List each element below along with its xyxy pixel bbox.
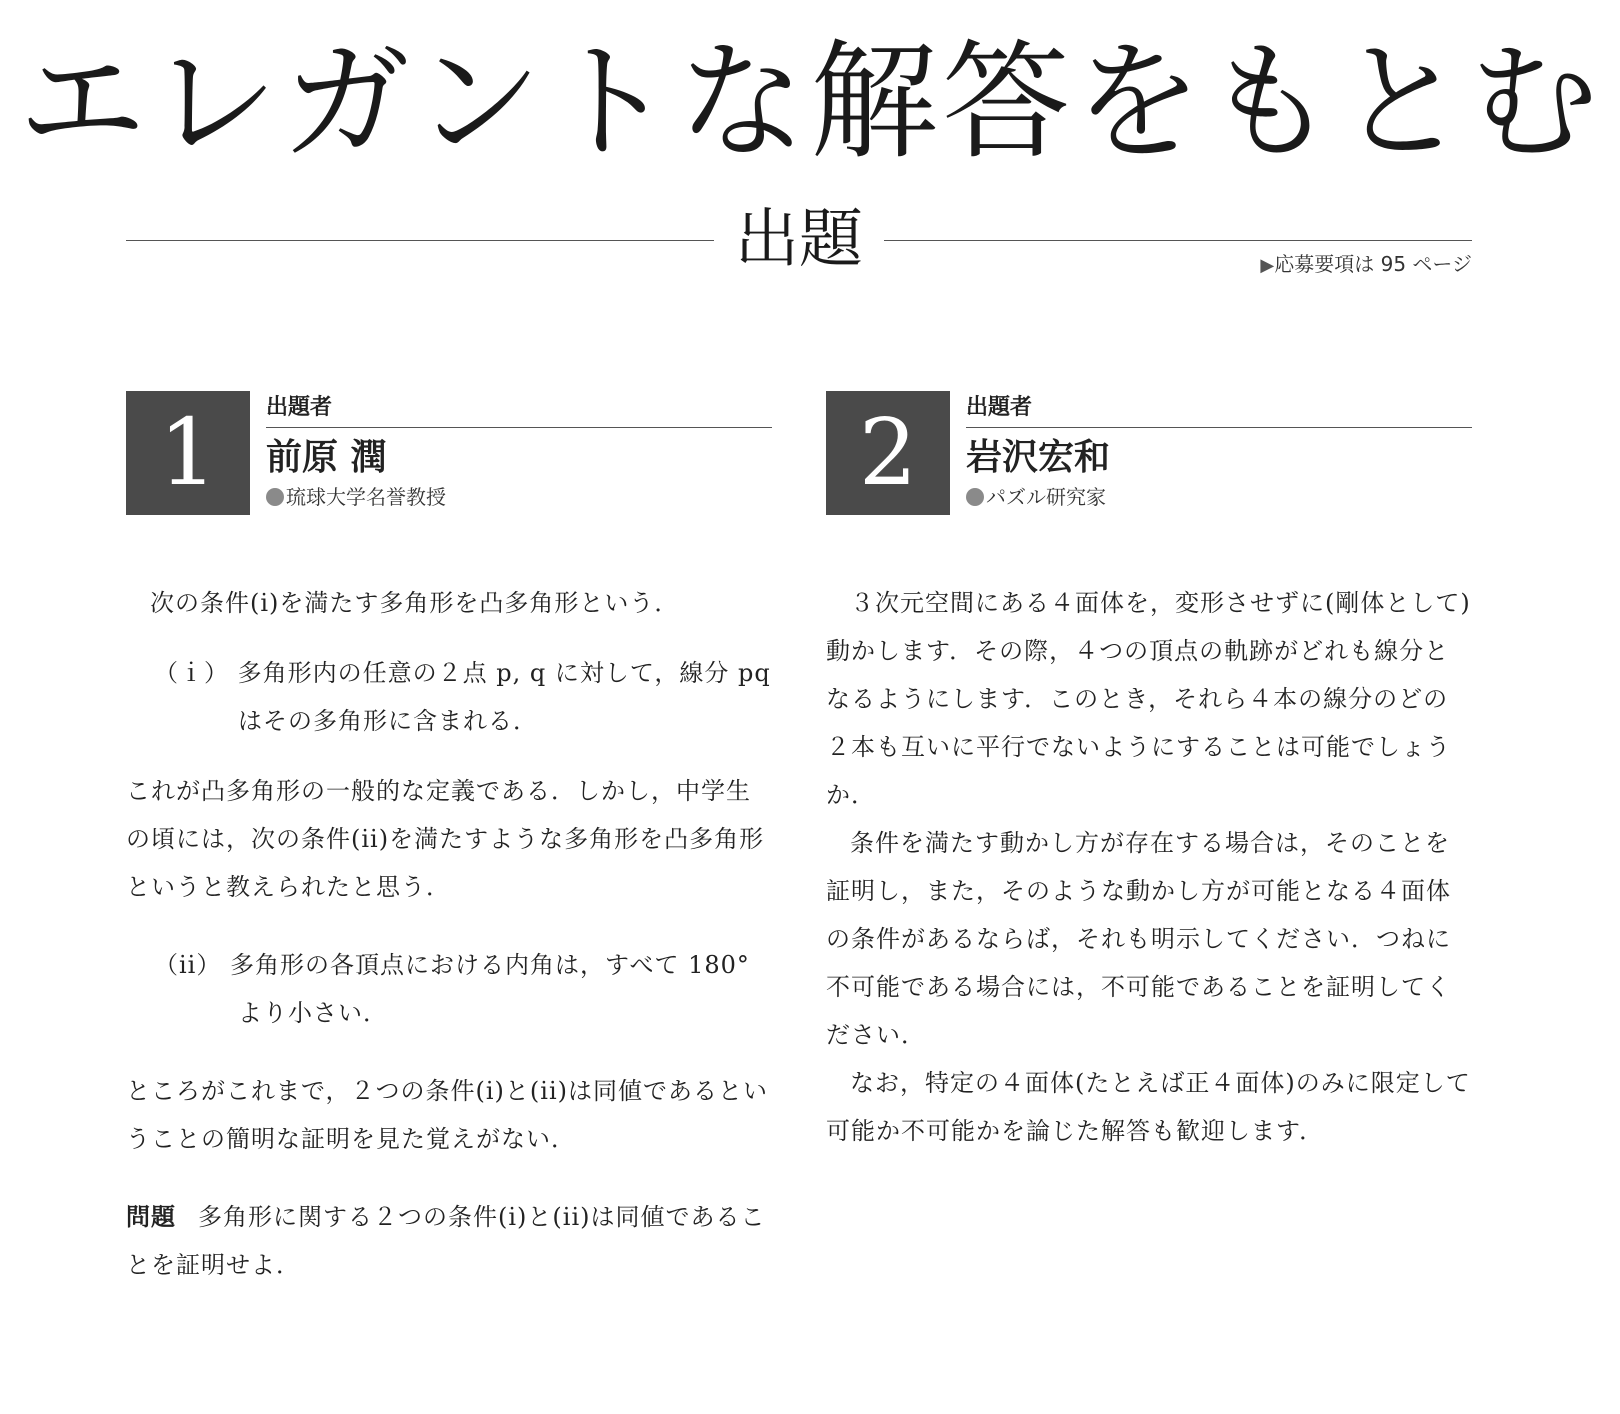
problem-body — [826, 579, 1472, 1155]
paragraph: これが凸多角形の一般的な定義である．しかし，中学生の頃には，次の条件(ii)を満たすような多角形を凸多角形というと教えられたと思う． — [126, 777, 765, 901]
author-affiliation — [966, 483, 1106, 511]
title-rule-left — [126, 240, 714, 241]
affiliation-text: パズル研究家 — [986, 485, 1106, 509]
author-rule — [966, 427, 1472, 428]
problem-statement — [126, 1193, 772, 1289]
problem-number-badge: 1 — [126, 391, 250, 515]
author-label: 出題者 — [266, 395, 333, 420]
author-affiliation — [266, 483, 446, 511]
paragraph: なお，特定の４面体(たとえば正４面体)のみに限定して可能か不可能かを論じた解答も歓迎します． — [826, 1069, 1471, 1145]
bullet-dot-icon — [966, 488, 984, 506]
problem-number-badge: 2 — [826, 391, 950, 515]
condition-ii: （ii） 多角形の各頂点における内角は，すべて 180° より小さい． — [154, 951, 750, 1027]
paragraph: 次の条件(i)を満たす多角形を凸多角形という． — [150, 589, 680, 617]
apply-note-link[interactable] — [1260, 250, 1472, 280]
play-arrow-icon: ▶ — [1260, 255, 1275, 276]
condition-i: （ｉ） 多角形内の任意の２点 p, q に対して，線分 pq はその多角形に含まれる． — [154, 659, 771, 735]
problem-body — [126, 579, 772, 1289]
main-title: エレガントな解答をもとむ — [17, 28, 1602, 177]
paragraph: ところがこれまで，２つの条件(i)と(ii)は同値であるということの簡明な証明を見た覚えがない． — [126, 1077, 768, 1153]
author-name: 前原 潤 — [266, 437, 387, 478]
bullet-dot-icon — [266, 488, 284, 506]
paragraph: 条件を満たす動かし方が存在する場合は，そのことを証明し，また，そのような動かし方が可能となる４面体の条件があるならば，それも明示してください．つねに不可能である場合には，不可能であることを証明してください． — [826, 829, 1451, 1049]
problem-label: 問題 — [126, 1203, 176, 1231]
author-label: 出題者 — [966, 395, 1033, 420]
apply-note-text: 応募要項は 95 ページ — [1274, 252, 1472, 276]
author-rule — [266, 427, 772, 428]
section-title: 出題 — [735, 203, 863, 277]
title-rule-right — [884, 240, 1472, 241]
author-name: 岩沢宏和 — [966, 437, 1111, 478]
affiliation-text: 琉球大学名誉教授 — [286, 485, 446, 509]
paragraph: ３次元空間にある４面体を，変形させずに(剛体として)動かします．その際，４つの頂点の軌跡がどれも線分となるようにします．このとき，それら４本の線分のどの２本も互いに平行でないようにすることは可能でしょうか． — [826, 589, 1471, 809]
problem-text: 多角形に関する２つの条件(i)と(ii)は同値であることを証明せよ． — [126, 1203, 766, 1279]
